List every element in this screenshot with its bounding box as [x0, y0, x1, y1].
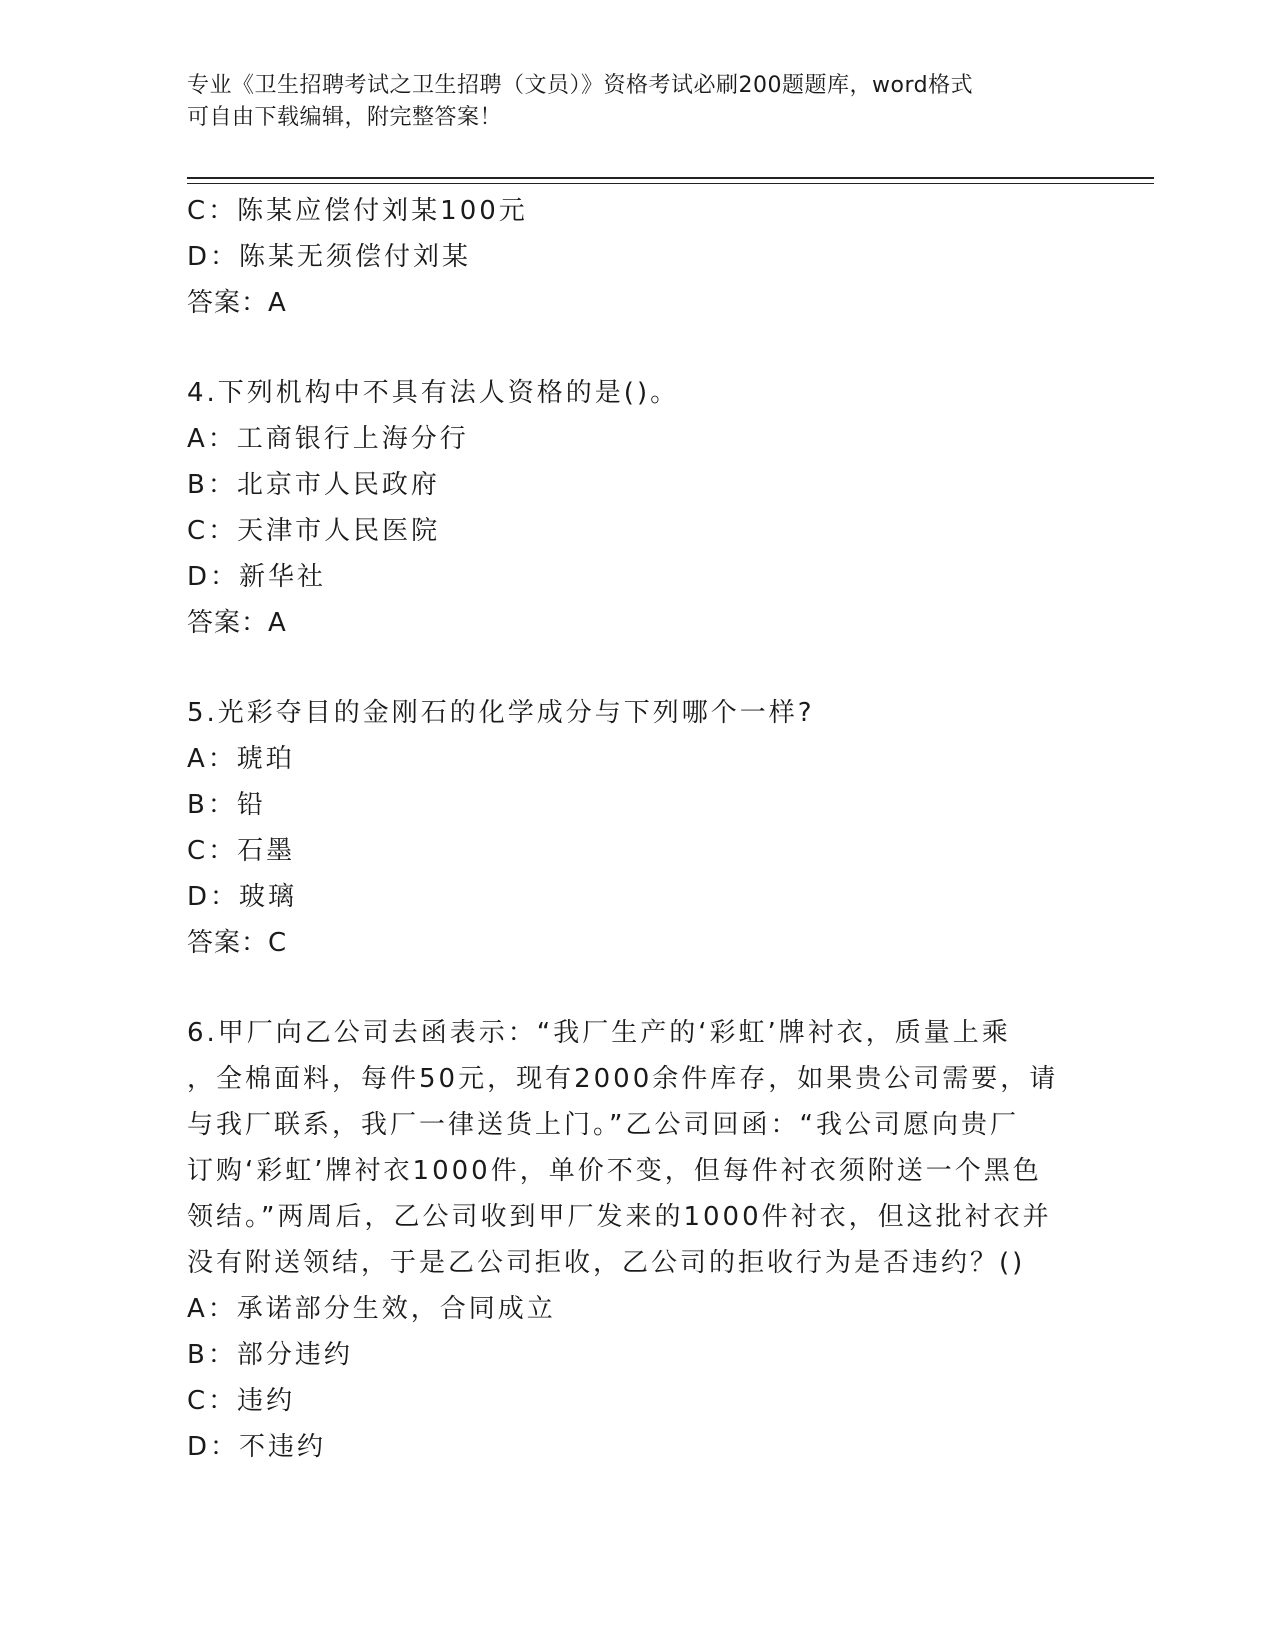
option-d: D：玻璃 — [187, 882, 298, 912]
option-a: A：琥珀 — [187, 744, 295, 774]
header-line-2: 可自由下载编辑，附完整答案！ — [187, 105, 503, 130]
answer-line: 答案：A — [187, 608, 287, 638]
stem-line: 6.甲厂向乙公司去函表示：“我厂生产的‘彩虹’牌衬衣，质量上乘 — [187, 1018, 1011, 1048]
question-6 — [187, 1010, 1087, 1470]
question-stem: 4.下列机构中不具有法人资格的是()。 — [187, 378, 680, 408]
spacer — [187, 966, 1087, 1010]
spacer — [187, 326, 1087, 370]
option-b: B：铅 — [187, 790, 266, 820]
option-c: C：陈某应偿付刘某100元 — [187, 196, 528, 226]
option-a: A：承诺部分生效，合同成立 — [187, 1294, 556, 1324]
stem-line: 与我厂联系，我厂一律送货上门。”乙公司回函：“我公司愿向贵厂 — [187, 1110, 1019, 1140]
option-c: C：违约 — [187, 1386, 296, 1416]
stem-line: 订购‘彩虹’牌衬衣1000件，单价不变，但每件衬衣须附送一个黑色 — [187, 1156, 1042, 1186]
question-stem: 5.光彩夺目的金刚石的化学成分与下列哪个一样? — [187, 698, 815, 728]
option-d: D：新华社 — [187, 562, 327, 592]
header-divider-thick — [187, 177, 1154, 179]
option-d: D：陈某无须偿付刘某 — [187, 242, 472, 272]
answer-line: 答案：C — [187, 928, 288, 958]
header-divider-thin — [187, 183, 1154, 184]
stem-line: 没有附送领结，于是乙公司拒收，乙公司的拒收行为是否违约？() — [187, 1248, 1026, 1278]
option-b: B：部分违约 — [187, 1340, 353, 1370]
question-3-tail — [187, 188, 1087, 326]
stem-line: ，全棉面料，每件50元，现有2000余件库存，如果贵公司需要，请 — [187, 1064, 1059, 1094]
option-b: B：北京市人民政府 — [187, 470, 440, 500]
question-stem — [187, 1010, 1087, 1286]
option-a: A：工商银行上海分行 — [187, 424, 469, 454]
answer-line: 答案：A — [187, 288, 287, 318]
option-c: C：天津市人民医院 — [187, 516, 441, 546]
header-line-1: 专业《卫生招聘考试之卫生招聘（文员）》资格考试必刷200题题库，word格式 — [187, 73, 974, 98]
stem-line: 领结。”两周后，乙公司收到甲厂发来的1000件衬衣，但这批衬衣并 — [187, 1202, 1052, 1232]
question-4 — [187, 370, 1087, 646]
option-c: C：石墨 — [187, 836, 296, 866]
question-5 — [187, 690, 1087, 966]
question-content — [187, 188, 1087, 1470]
page-header — [187, 70, 1067, 134]
spacer — [187, 646, 1087, 690]
option-d: D：不违约 — [187, 1432, 327, 1462]
